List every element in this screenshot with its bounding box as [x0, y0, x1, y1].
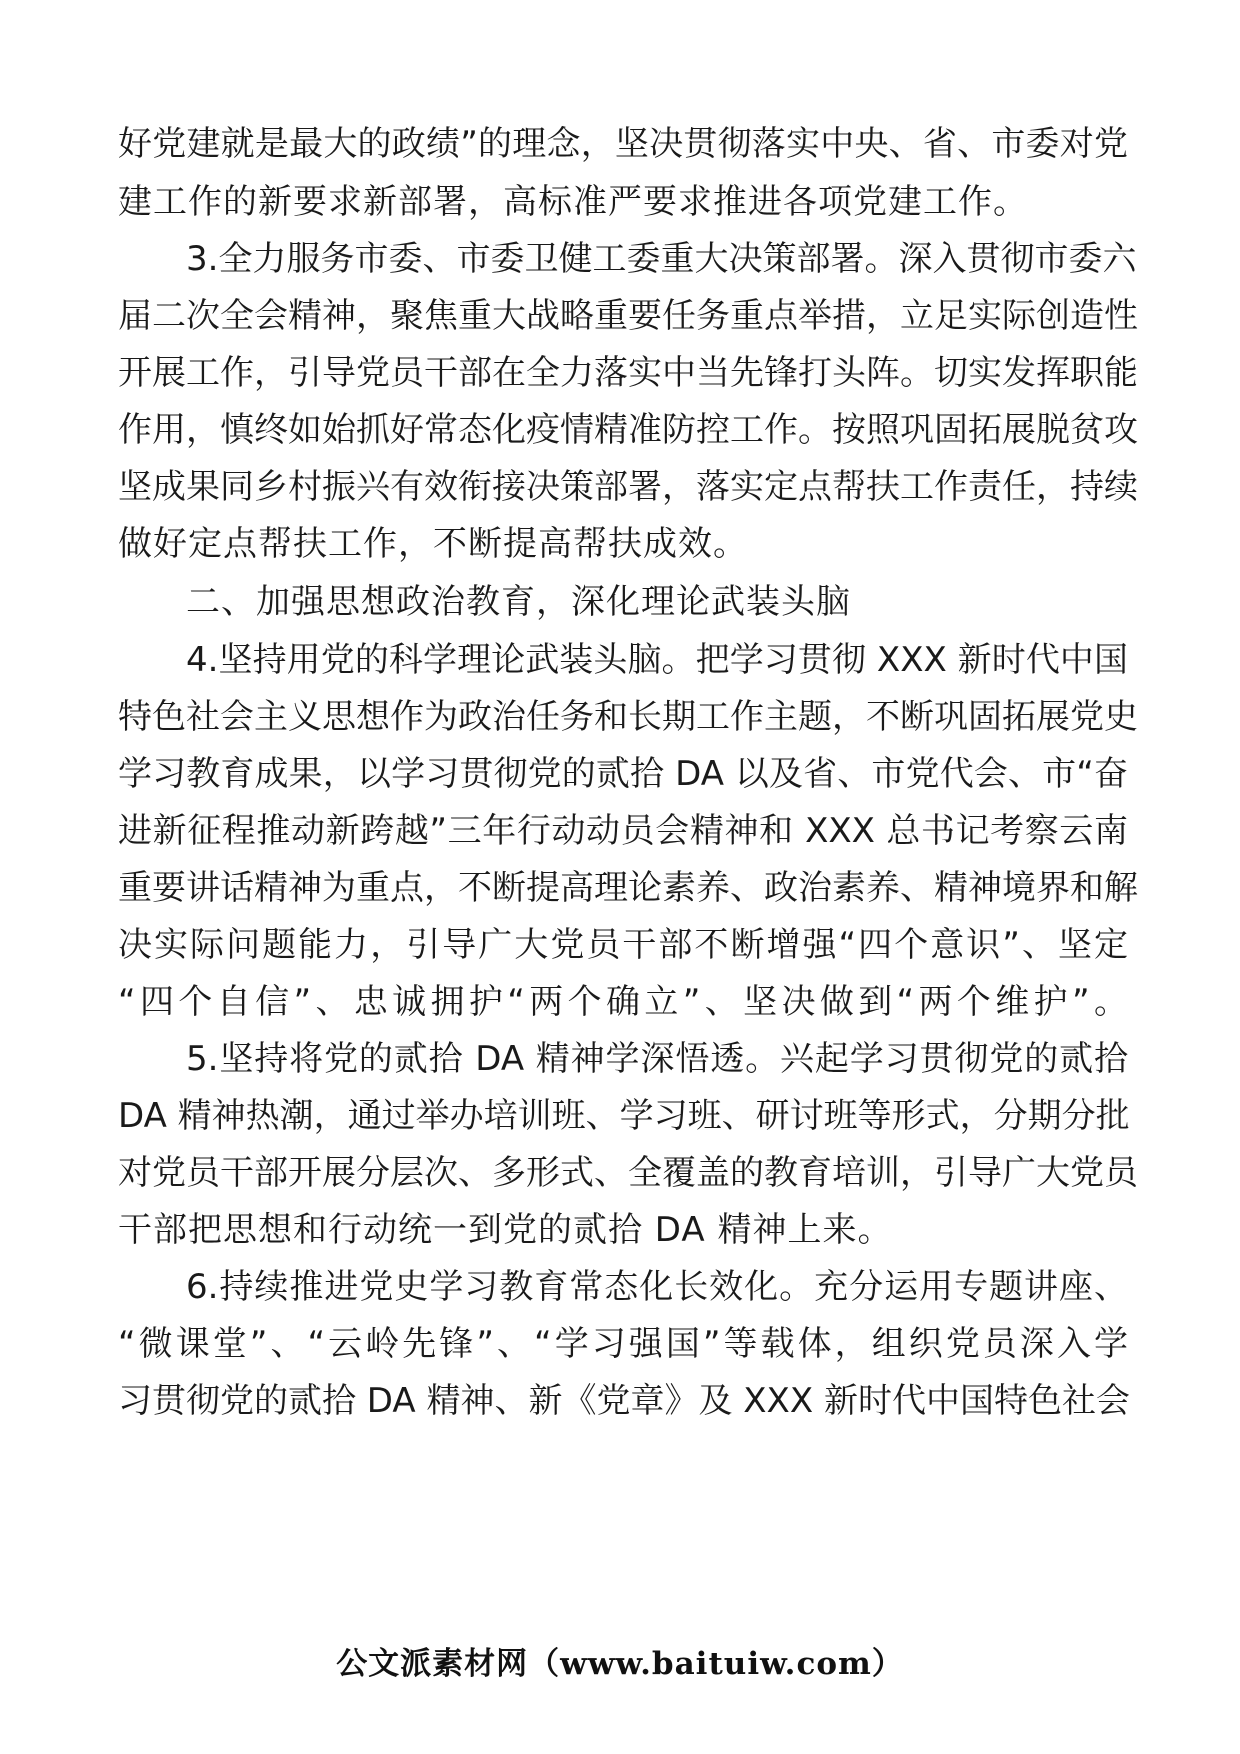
text-line: “微课堂”、“云岭先锋”、“学习强国”等载体，组织党员深入学 [118, 1324, 1128, 1364]
section-heading: 二、加强思想政治教育，深化理论武装头脑 [186, 582, 851, 622]
text-line: 重要讲话精神为重点，不断提高理论素养、政治素养、精神境界和解 [118, 868, 1138, 908]
footer-watermark: 公文派素材网（www.baituiw.com） [336, 1646, 904, 1682]
text-line: DA 精神热潮，通过举办培训班、学习班、研讨班等形式，分期分批 [118, 1096, 1130, 1136]
text-line: 好党建就是最大的政绩”的理念，坚决贯彻落实中央、省、市委对党 [118, 124, 1128, 164]
text-line: 干部把思想和行动统一到党的贰拾 DA 精神上来。 [118, 1210, 893, 1250]
text-line: 进新征程推动新跨越”三年行动动员会精神和 XXX 总书记考察云南 [118, 811, 1128, 851]
text-line: 学习教育成果，以学习贯彻党的贰拾 DA 以及省、市党代会、市“奋 [118, 754, 1128, 794]
text-line: 习贯彻党的贰拾 DA 精神、新《党章》及 XXX 新时代中国特色社会 [118, 1381, 1130, 1421]
text-line: 坚成果同乡村振兴有效衔接决策部署，落实定点帮扶工作责任，持续 [118, 467, 1138, 507]
text-line: 开展工作，引导党员干部在全力落实中当先锋打头阵。切实发挥职能 [118, 353, 1138, 393]
text-line: 4.坚持用党的科学理论武装头脑。把学习贯彻 XXX 新时代中国 [186, 640, 1128, 680]
text-line: 3.全力服务市委、市委卫健工委重大决策部署。深入贯彻市委六 [186, 239, 1137, 279]
text-line: 对党员干部开展分层次、多形式、全覆盖的教育培训，引导广大党员 [118, 1153, 1138, 1193]
text-line: 届二次全会精神，聚焦重大战略重要任务重点举措，立足实际创造性 [118, 296, 1138, 336]
text-line: 做好定点帮扶工作，不断提高帮扶成效。 [118, 524, 748, 564]
text-line: 建工作的新要求新部署，高标准严要求推进各项党建工作。 [118, 182, 1028, 222]
text-line: 决实际问题能力，引导广大党员干部不断增强“四个意识”、坚定 [118, 925, 1128, 965]
text-line: 6.持续推进党史学习教育常态化长效化。充分运用专题讲座、 [186, 1267, 1128, 1307]
text-line: “四个自信”、忠诚拥护“两个确立”、坚决做到“两个维护”。 [118, 982, 1128, 1022]
text-line: 5.坚持将党的贰拾 DA 精神学深悟透。兴起学习贯彻党的贰拾 [186, 1039, 1128, 1079]
text-line: 作用，慎终如始抓好常态化疫情精准防控工作。按照巩固拓展脱贫攻 [118, 410, 1138, 450]
text-line: 特色社会主义思想作为政治任务和长期工作主题，不断巩固拓展党史 [118, 697, 1138, 737]
